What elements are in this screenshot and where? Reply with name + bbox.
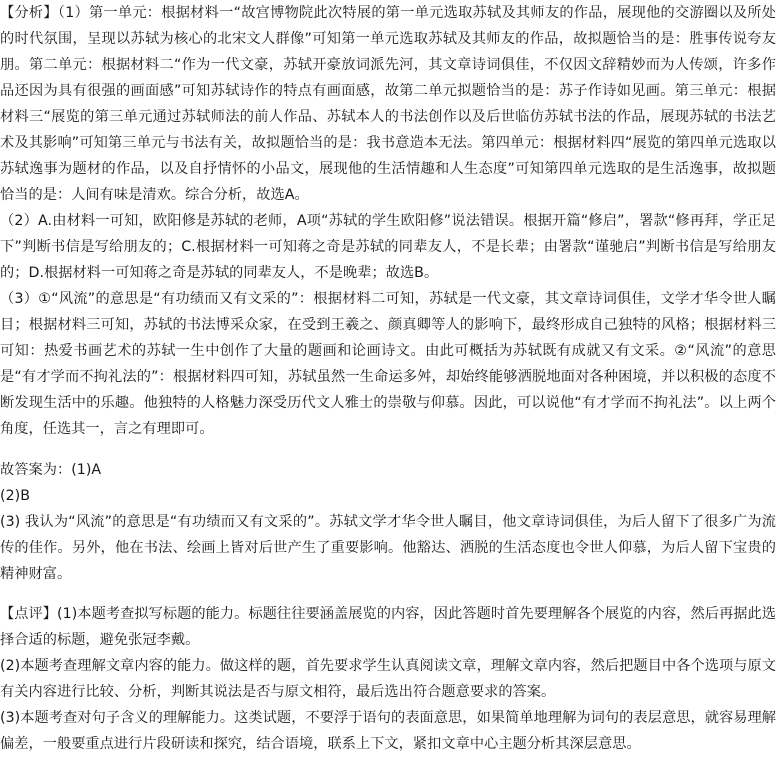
comment-part-3: (3)本题考查对句子含义的理解能力。这类试题，不要浮于语句的表面意思，如果简单地理解为词句的表层意思，就容易理解偏差，一般要重点进行片段研读和探究，结合语境，联系上下文，紧扣文章中心主题分析其深层意思。 (0, 710, 776, 752)
comment-part-1: 【点评】(1)本题考查拟写标题的能力。标题往往要涵盖展览的内容，因此答题时首先要理解各个展览的内容，然后再据此选择合适的标题，避免张冠李戴。 (0, 606, 776, 648)
comment-section (0, 601, 776, 757)
spacer (0, 587, 776, 601)
analysis-part-1: 【分析】（1）第一单元：根据材料一“故宫博物院此次特展的第一单元选取苏轼及其师友的作品，展现他的交游圈以及所处的时代氛围，呈现以苏轼为核心的北宋文人群像”可知第一单元选取苏轼及其师友的作品，故拟题恰当的是：胜事传说夸友朋。第二单元：根据材料二“作为一代文豪，苏轼开豪放词派先河，其文章诗词俱佳，不仅因文辞精妙而为人传颂，许多作品还因为具有很强的画面感”可知苏轼诗作的特点有画面感，故第二单元拟题恰当的是：苏子作诗如见画。第三单元：根据材料三“展览的第三单元通过苏轼师法的前人作品、苏轼本人的书法创作以及后世临仿苏轼书法的作品，展现苏轼的书法艺术及其影响”可知第三单元与书法有关，故拟题恰当的是：我书意造本无法。第四单元：根据材料四“展览的第四单元选取以苏轼逸事为题材的作品，以及自抒情怀的小品文，展现他的生活情趣和人生态度”可知第四单元选取的是生活逸事，故拟题恰当的是：人间有味是清欢。综合分析，故选A。 (0, 5, 776, 203)
answer-line-1: 故答案为：(1)A (0, 462, 102, 478)
analysis-part-3: （3）①“风流”的意思是“有功绩而又有文采的”：根据材料二可知，苏轼是一代文豪，其文章诗词俱佳，文学才华令世人瞩目；根据材料三可知，苏轼的书法博采众家，在受到王羲之、颜真卿等人的影响下，最终形成自己独特的风格；根据材料三可知：热爱书画艺术的苏轼一生中创作了大量的题画和论画诗文。由此可概括为苏轼既有成就又有文采。②“风流”的意思是“有才学而不拘礼法的”：根据材料四可知，苏轼虽然一生命运多舛，却始终能够洒脱地面对各种困境，并以积极的态度不断发现生活中的乐趣。他独特的人格魅力深受历代文人雅士的崇敬与仰慕。因此，可以说他“有才学而不拘礼法”。以上两个角度，任选其一，言之有理即可。 (0, 291, 776, 437)
spacer (0, 442, 776, 457)
answer-line-3: (3) 我认为“风流”的意思是“有功绩而又有文采的”。苏轼文学才华令世人瞩目，他文章诗词俱佳，为后人留下了很多广为流传的佳作。另外，他在书法、绘画上皆对后世产生了重要影响。他豁达、洒脱的生活态度也令世人仰慕，为后人留下宝贵的精神财富。 (0, 514, 776, 582)
analysis-part-2: （2）A.由材料一可知，欧阳修是苏轼的老师，A项“苏轼的学生欧阳修”说法错误。根据开篇“修启”，署款“修再拜，学正足下”判断书信是写给朋友的；C.根据材料一可知蒋之奇是苏轼的同辈友人，不是长辈；由署款“谨驰启”判断书信是写给朋友的；D.根据材料一可知蒋之奇是苏轼的同辈友人，不是晚辈；故选B。 (0, 213, 776, 281)
answer-section (0, 457, 776, 587)
answer-line-2: (2)B (0, 488, 31, 504)
comment-part-2: (2)本题考查理解文章内容的能力。做这样的题，首先要求学生认真阅读文章，理解文章内容，然后把题目中各个选项与原文有关内容进行比较、分析，判断其说法是否与原文相符，最后选出符合题意要求的答案。 (0, 658, 776, 700)
